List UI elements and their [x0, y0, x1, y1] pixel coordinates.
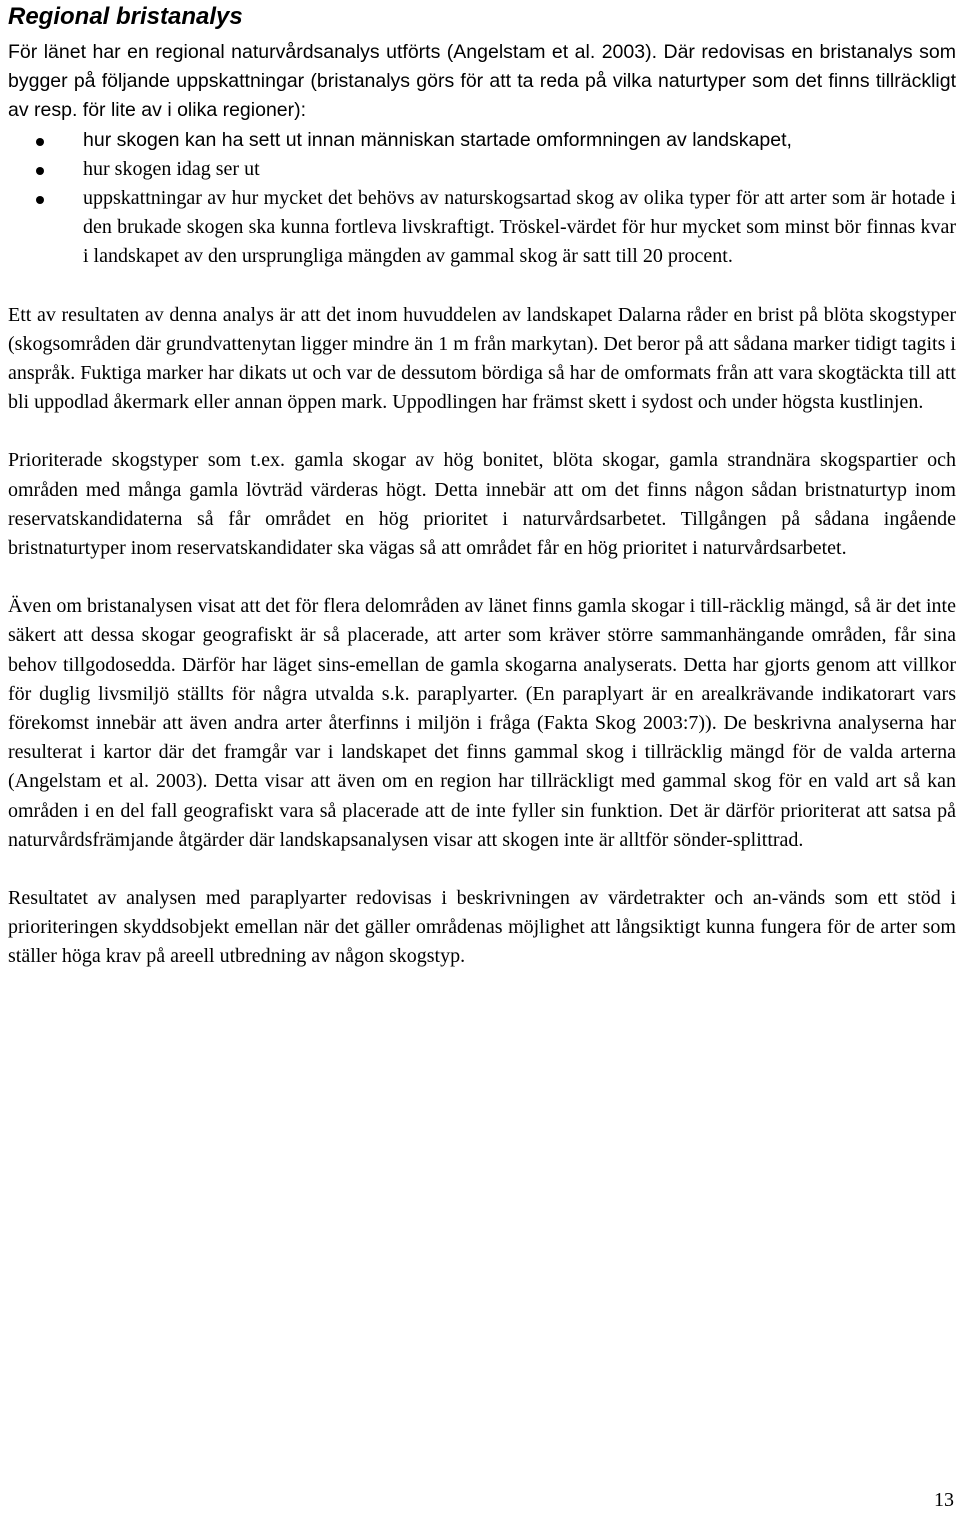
bullet-text: uppskattningar av hur mycket det behövs av naturskogsartad skog av olika typer för att arter som är hotade i den brukade skogen ska kunna fortleva livskraftigt. Tröskel-värdet för hur mycket som minst bör finnas kvar i landskapet av den ursprungliga mängden av gammal skog är satt till 20 procent. [83, 187, 956, 268]
bullet-icon [36, 138, 44, 146]
bullet-icon [36, 196, 44, 204]
body-paragraph: Resultatet av analysen med paraplyarter redovisas i beskrivningen av värdetrakter och an-vänds som ett stöd i prioriteringen skyddsobjekt emellan när det gäller områdenas möjlighet att långsiktigt kunna fungera för de arter som ställer höga krav på areell utbredning av någon skogstyp. [8, 887, 956, 968]
bullet-list [8, 126, 956, 272]
document-page [8, 0, 956, 972]
bullet-item [8, 184, 956, 272]
body-paragraph: Även om bristanalysen visat att det för flera delområden av länet finns gamla skogar i till-räcklig mängd, så är det inte säkert att dessa skogar geografiskt är så placerade, att arter som kräver större sammanhängande områden, får sina behov tillgodosedda. Därför har läget sins-emellan de gamla skogarna analyserats. Detta har gjorts genom att villkor för duglig livsmiljö ställts för några utvalda s.k. paraplyarter. (En paraplyart är en arealkrävande indikatorart vars förekomst innebär att även andra arter återfinns i miljön i fråga (Fakta Skog 2003:7)). De beskrivna analyserna har resulterat i kartor där det framgår var i landskapet det finns gammal skog i tillräcklig mängd för de valda arterna (Angelstam et al. 2003). Detta visar att även om en region har tillräckligt med gammal skog för en vald art så kan områden i en del fall geografiskt vara så placerade att de inte fyller sin funktion. Det är därför prioriterat att satsa på naturvårdsfrämjande åtgärder där landskapsanalysen visar att skogen inte är alltför sönder-splittrad. [8, 595, 956, 851]
section-heading: Regional bristanalys [8, 3, 243, 30]
bullet-text: hur skogen idag ser ut [83, 157, 260, 180]
paragraph-spacer [8, 417, 956, 446]
bullet-item [8, 155, 956, 184]
paragraph-spacer [8, 855, 956, 884]
paragraph-spacer [8, 272, 956, 301]
page-number: 13 [934, 1489, 954, 1511]
body-paragraph: Prioriterade skogstyper som t.ex. gamla skogar av hög bonitet, blöta skogar, gamla strandnära skogspartier och områden med många gamla lövträd värderas högt. Detta innebär att om det finns någon sådan bristnaturtyp inom reservatskandidaterna så får området en hög prioritet i naturvårdsarbetet. Tillgången på sådana ingående bristnaturtyper inom reservatskandidater ska vägas så att området får en hög prioritet i naturvårdsarbetet. [8, 449, 956, 560]
bullet-icon [36, 167, 44, 175]
bullet-item [8, 126, 956, 155]
intro-paragraph: För länet har en regional naturvårdsanalys utförts (Angelstam et al. 2003). Där redovisas en bristanalys som bygger på följande uppskattningar (bristanalys görs för att ta reda på vilka naturtyper som det finns tillräckligt av resp. för lite av i olika regioner): [8, 41, 956, 122]
bullet-text: hur skogen kan ha sett ut innan människan startade omformningen av landskapet, [83, 128, 792, 151]
body-paragraph: Ett av resultaten av denna analys är att det inom huvuddelen av landskapet Dalarna råder en brist på blöta skogstyper (skogsområden där grundvattenytan ligger mindre än 1 m från markytan). Det beror på att sådana marker tidigt tagits i anspråk. Fuktiga marker har dikats ut och var de dessutom bördiga så har de omformats från att vara skogtäckta till att bli uppodlad åkermark eller annan öppen mark. Uppodlingen har främst skett i sydost och under högsta kustlinjen. [8, 303, 956, 414]
paragraph-spacer [8, 563, 956, 592]
